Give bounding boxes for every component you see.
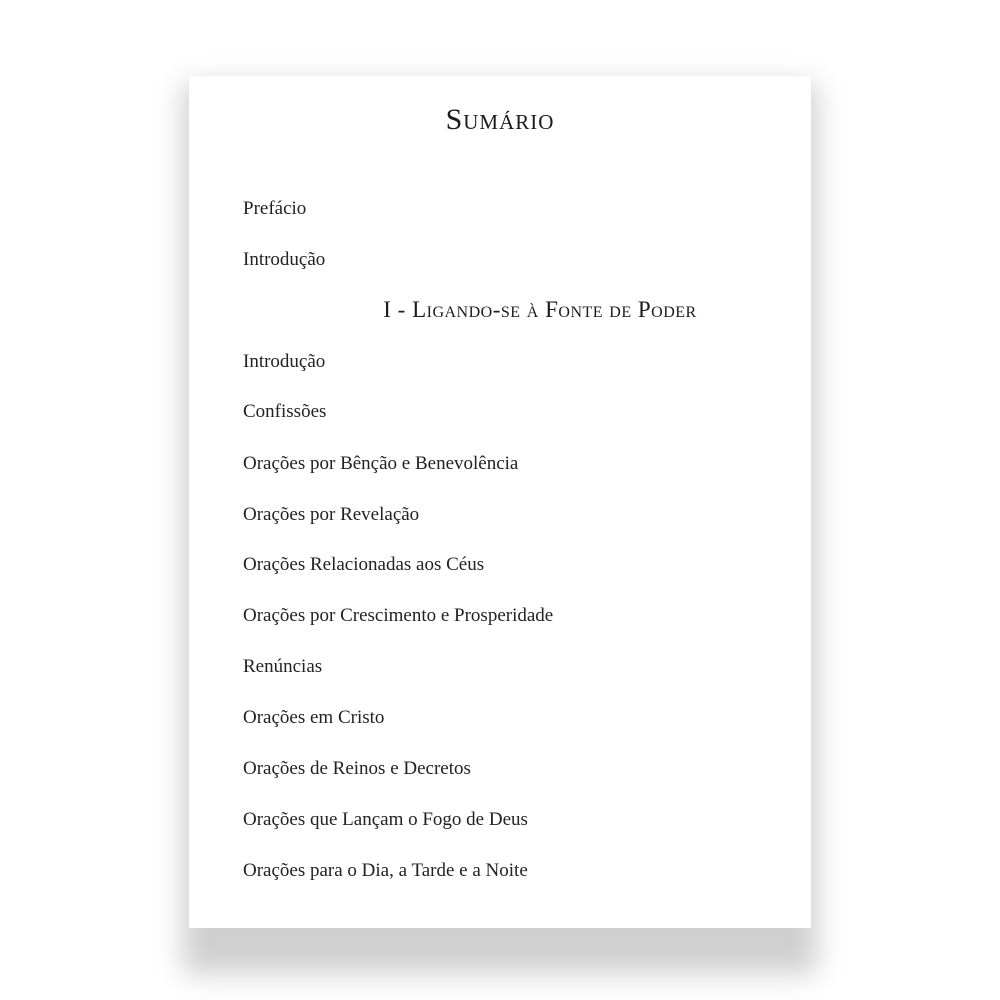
document-page <box>189 76 811 928</box>
toc-entry-oracoes-crescimento: Orações por Crescimento e Prosperidade <box>243 605 554 626</box>
toc-entry-introducao: Introdução <box>243 249 326 270</box>
toc-entry-prefacio: Prefácio <box>243 198 307 219</box>
toc-entry-oracoes-fogo: Orações que Lançam o Fogo de Deus <box>243 809 528 830</box>
toc-entry-oracoes-reinos: Orações de Reinos e Decretos <box>243 758 471 779</box>
toc-entry-oracoes-ceus: Orações Relacionadas aos Céus <box>243 554 485 575</box>
toc-entry-oracoes-dia: Orações para o Dia, a Tarde e a Noite <box>243 860 528 881</box>
toc-entry-oracoes-bencao: Orações por Bênção e Benevolência <box>243 453 519 474</box>
page-title: Sumário <box>445 103 555 136</box>
toc-entry-section-introducao: Introdução <box>243 351 326 372</box>
section-heading: I - Ligando-se à Fonte de Poder <box>383 297 697 322</box>
toc-entry-oracoes-cristo: Orações em Cristo <box>243 707 385 728</box>
toc-entry-oracoes-revelacao: Orações por Revelação <box>243 504 420 525</box>
toc-entry-confissoes: Confissões <box>243 401 327 422</box>
toc-entry-renuncias: Renúncias <box>243 656 323 677</box>
